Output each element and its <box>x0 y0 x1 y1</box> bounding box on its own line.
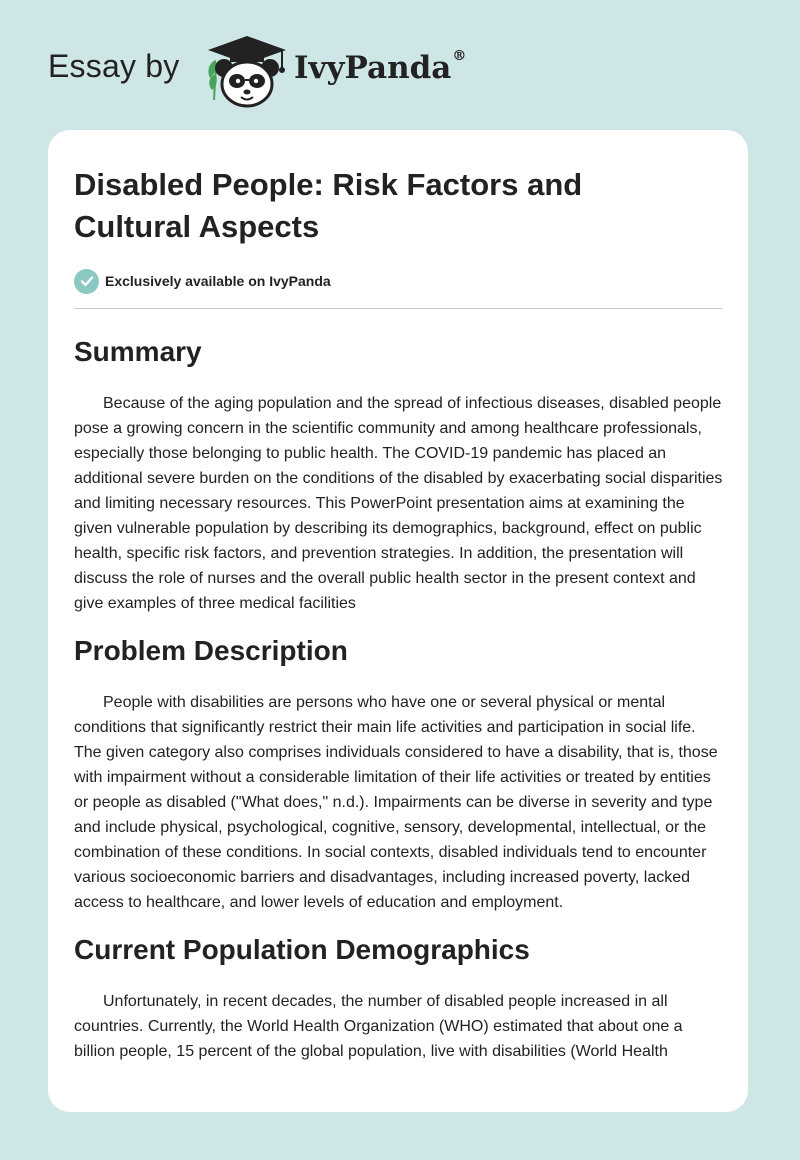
essay-title: Disabled People: Risk Factors and Cultural Aspects <box>74 167 583 244</box>
exclusive-label: Exclusively available on IvyPanda <box>105 273 331 289</box>
panda-graduate-icon[interactable] <box>204 34 290 110</box>
title-divider <box>74 308 722 309</box>
section-heading-population-demographics: Current Population Demographics <box>74 934 530 965</box>
registered-mark: ® <box>452 48 467 64</box>
site-header <box>48 30 508 110</box>
exclusive-badge <box>74 268 722 294</box>
brand-name: IvyPanda <box>294 50 452 86</box>
section-body-population-demographics: Unfortunately, in recent decades, the number of disabled people increased in all countries. Currently, the World Health Organization (WHO) estimated that about one a billion people, 15 percent of the global population, live with disabilities (World Health <box>74 993 683 1060</box>
brand-logo[interactable] <box>294 50 466 86</box>
essay-card <box>48 130 748 1112</box>
section-body-summary: Because of the aging population and the spread of infectious diseases, disabled people pose a growing concern in the scientific community and among healthcare professionals, especially those belonging to public health. The COVID-19 pandemic has placed an additional severe burden on the conditions of the disabled by exacerbating social disparities and limiting necessary resources. This PowerPoint presentation aims at examining the given vulnerable population by describing its demographics, background, effect on public health, specific risk factors, and prevention strategies. In addition, the presentation will discuss the role of nurses and the overall public health sector in the present context and give examples of three medical facilities <box>74 395 723 612</box>
check-icon <box>74 269 99 294</box>
section-body-problem-description: People with disabilities are persons who have one or several physical or mental conditions that significantly restrict their main life activities and participation in social life. The given category also comprises individuals considered to have a disability, that is, those with impairment without a considerable limitation of their life activities or treated by entities or people as disabled ("What does," n.d.). Impairments can be diverse in severity and type and include physical, psychological, cognitive, sensory, developmental, intellectual, or the combination of these conditions. In social contexts, disabled individuals tend to encounter various socioeconomic barriers and disadvantages, including increased poverty, lacked access to healthcare, and lower levels of education and employment. <box>74 694 718 911</box>
section-heading-summary: Summary <box>74 336 202 367</box>
section-heading-problem-description: Problem Description <box>74 635 348 666</box>
essay-by-label: Essay by <box>48 48 180 84</box>
